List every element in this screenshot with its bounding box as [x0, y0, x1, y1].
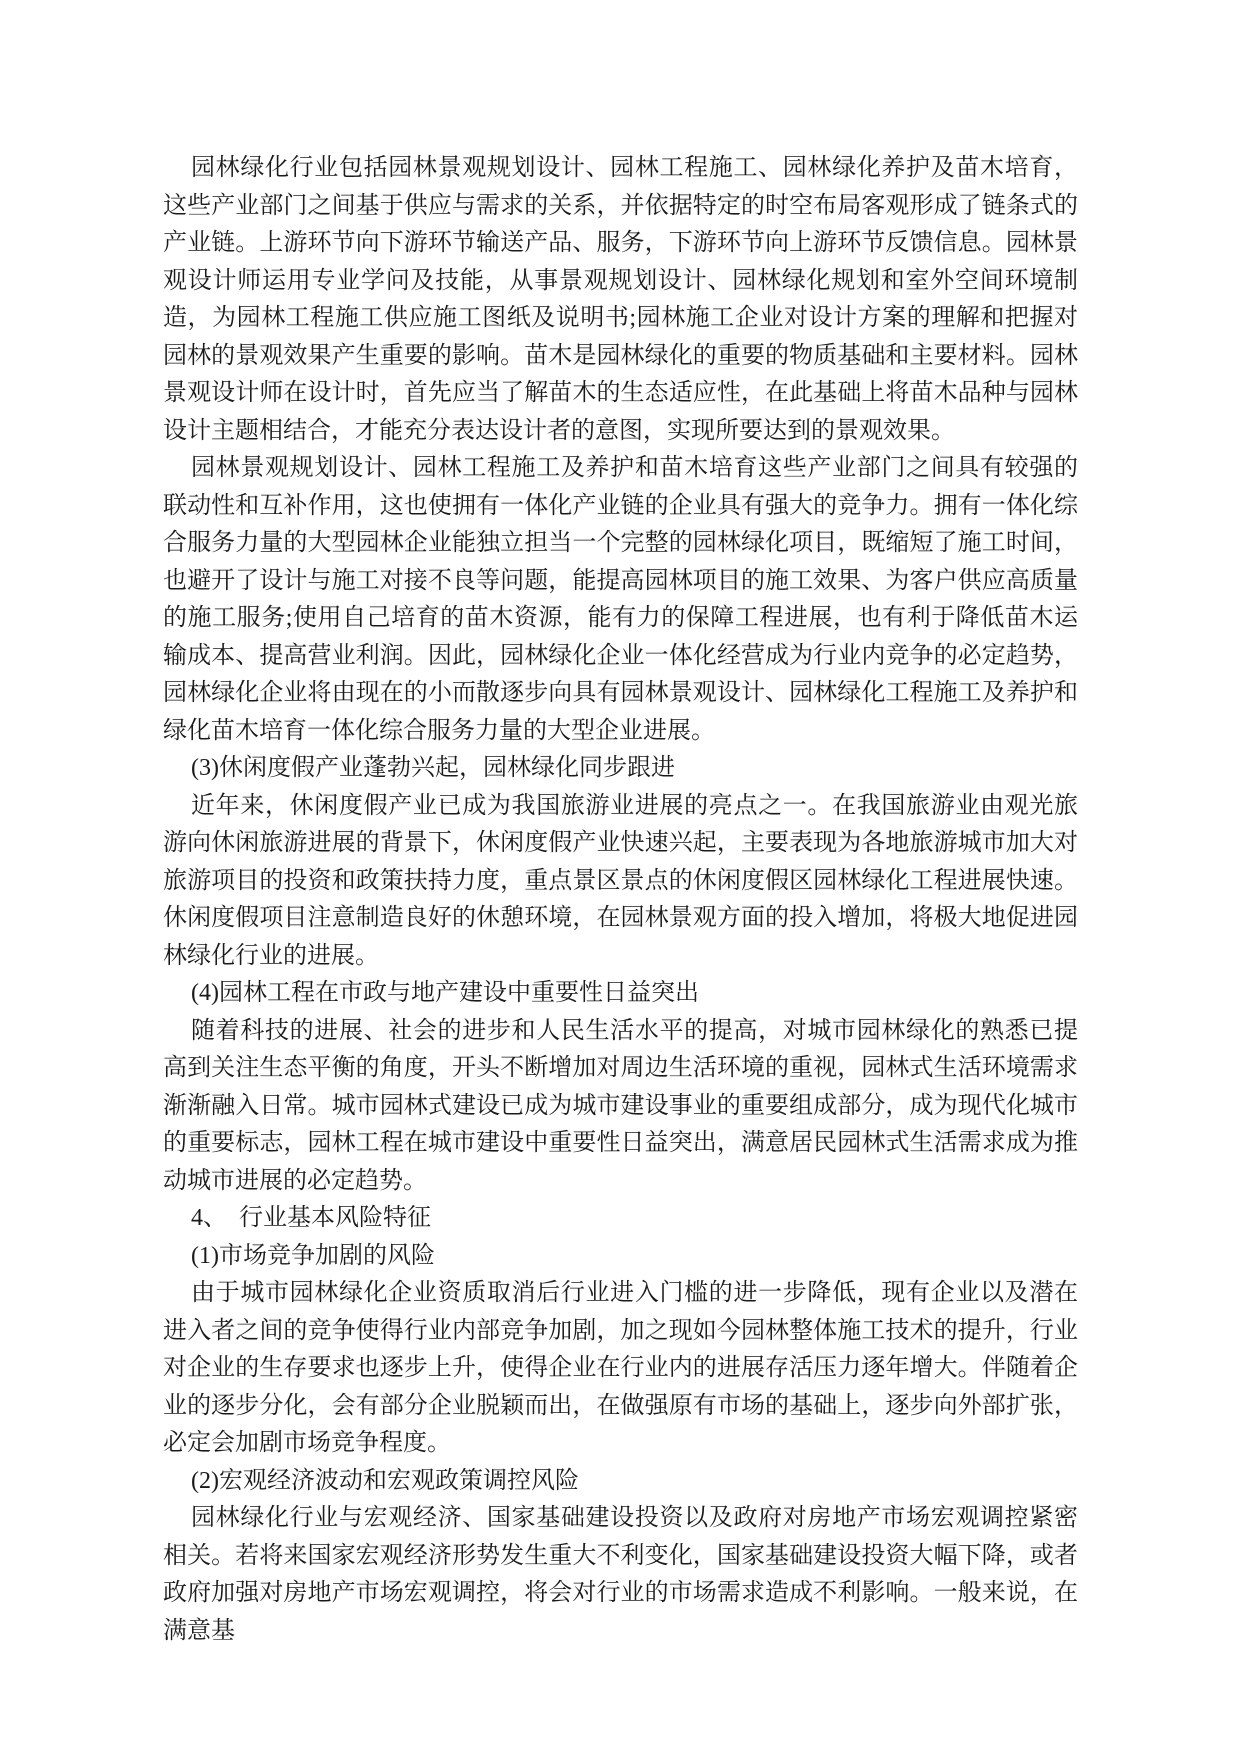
section-heading-industry-risks: 4、 行业基本风险特征 [191, 1205, 431, 1231]
section-heading-municipal-importance: (4)园林工程在市政与地产建设中重要性日益突出 [191, 980, 699, 1006]
body-paragraph-municipal-importance: 随着科技的进展、社会的进步和人民生活水平的提高，对城市园林绿化的熟悉已提高到关注生态平衡的角度，开头不断增加对周边生活环境的重视，园林式生活环境需求渐渐融入日常。城市园林式建设已成为城市建设事业的重要组成部分，成为现代化城市的重要标志，园林工程在城市建设中重要性日益突出，满意居民园林式生活需求成为推动城市进展的必定趋势。 [163, 1017, 1078, 1194]
body-paragraph-integration-trend: 园林景观规划设计、园林工程施工及养护和苗木培育这些产业部门之间具有较强的联动性和互补作用，这也使拥有一体化产业链的企业具有强大的竞争力。拥有一体化综合服务力量的大型园林企业能独立担当一个完整的园林绿化项目，既缩短了施工时间，也避开了设计与施工对接不良等问题，能提高园林项目的施工效果、为客户供应高质量的施工服务;使用自己培育的苗木资源，能有力的保障工程进展，也有利于降低苗木运输成本、提高营业利润。因此，园林绿化企业一体化经营成为行业内竞争的必定趋势，园林绿化企业将由现在的小而散逐步向具有园林景观设计、园林绿化工程施工及养护和绿化苗木培育一体化综合服务力量的大型企业进展。 [163, 455, 1078, 744]
section-heading-macro-risk: (2)宏观经济波动和宏观政策调控风险 [191, 1467, 579, 1494]
section-heading-competition-risk: (1)市场竞争加剧的风险 [191, 1242, 435, 1269]
body-paragraph-industry-chain: 园林绿化行业包括园林景观规划设计、园林工程施工、园林绿化养护及苗木培育，这些产业部门之间基于供应与需求的关系，并依据特定的时空布局客观形成了链条式的产业链。上游环节向下游环节输送产品、服务，下游环节向上游环节反馈信息。园林景观设计师运用专业学问及技能，从事景观规划设计、园林绿化规划和室外空间环境制造，为园林工程施工供应施工图纸及说明书;园林施工企业对设计方案的理解和把握对园林的景观效果产生重要的影响。苗木是园林绿化的重要的物质基础和主要材料。园林景观设计师在设计时，首先应当了解苗木的生态适应性，在此基础上将苗木品种与园林设计主题相结合，才能充分表达设计者的意图，实现所要达到的景观效果。 [163, 155, 1078, 444]
document-text-block [163, 150, 1078, 1650]
body-paragraph-macro-risk: 园林绿化行业与宏观经济、国家基础建设投资以及政府对房地产市场宏观调控紧密相关。若将来国家宏观经济形势发生重大不利变化，国家基础建设投资大幅下降，或者政府加强对房地产市场宏观调控，将会对行业的市场需求造成不利影响。一般来说，在满意基 [163, 1505, 1078, 1644]
section-heading-leisure-tourism: (3)休闲度假产业蓬勃兴起，园林绿化同步跟进 [191, 755, 675, 781]
body-paragraph-leisure-tourism: 近年来，休闲度假产业已成为我国旅游业进展的亮点之一。在我国旅游业由观光旅游向休闲旅游进展的背景下，休闲度假产业快速兴起，主要表现为各地旅游城市加大对旅游项目的投资和政策扶持力度，重点景区景点的休闲度假区园林绿化工程进展快速。休闲度假项目注意制造良好的休憩环境，在园林景观方面的投入增加，将极大地促进园林绿化行业的进展。 [163, 792, 1078, 969]
body-paragraph-competition-risk: 由于城市园林绿化企业资质取消后行业进入门槛的进一步降低，现有企业以及潜在进入者之间的竞争使得行业内部竞争加剧，加之现如今园林整体施工技术的提升，行业对企业的生存要求也逐步上升，使得企业在行业内的进展存活压力逐年增大。伴随着企业的逐步分化，会有部分企业脱颖而出，在做强原有市场的基础上，逐步向外部扩张，必定会加剧市场竞争程度。 [163, 1280, 1078, 1456]
